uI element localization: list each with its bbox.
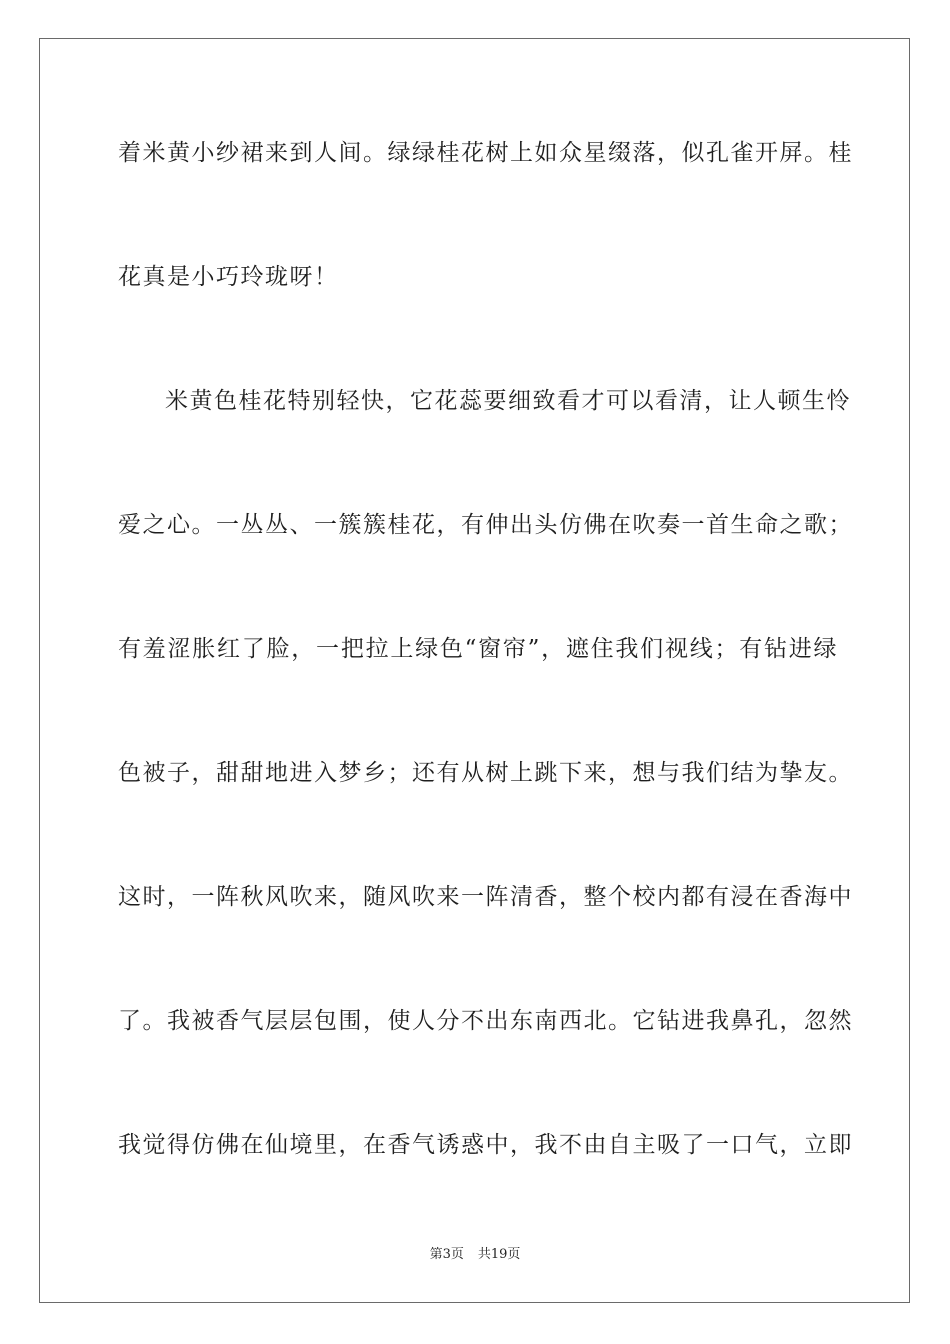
body-line-1: 着米黄小纱裙来到人间。绿绿桂花树上如众星缀落，似孔雀开屏。桂	[118, 140, 853, 166]
body-line-4: 爱之心。一丛丛、一簇簇桂花，有伸出头仿佛在吹奏一首生命之歌；	[118, 512, 853, 538]
page-border	[39, 38, 910, 1303]
body-line-6: 色被子，甜甜地进入梦乡；还有从树上跳下来，想与我们结为挚友。	[118, 760, 853, 786]
body-line-5: 有羞涩胀红了脸，一把拉上绿色“窗帘”，遮住我们视线；有钻进绿	[118, 636, 838, 662]
page-footer	[0, 1246, 950, 1264]
body-line-7: 这时，一阵秋风吹来，随风吹来一阵清香，整个校内都有浸在香海中	[118, 884, 853, 910]
body-line-2: 花真是小巧玲珑呀！	[118, 264, 339, 290]
body-line-9: 我觉得仿佛在仙境里，在香气诱惑中，我不由自主吸了一口气，立即	[118, 1132, 853, 1158]
page-total: 共19页	[477, 1247, 521, 1262]
body-line-3: 米黄色桂花特别轻快，它花蕊要细致看才可以看清，让人顿生怜	[165, 388, 851, 414]
body-line-8: 了。我被香气层层包围，使人分不出东南西北。它钻进我鼻孔，忽然	[118, 1008, 853, 1034]
page-number: 第3页	[429, 1247, 464, 1262]
